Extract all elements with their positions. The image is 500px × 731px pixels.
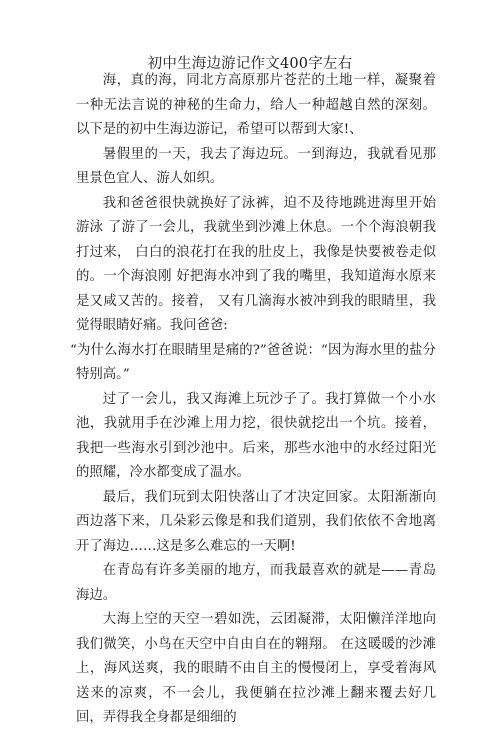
paragraph-1: 海，真的海，同北方高原那片苍茫的土地一样，凝聚着一种无法言说的神秘的生命力，给人一种超越自然的深刻。以下是的初中生海边游记，希望可以帮到大家!、 bbox=[76, 73, 436, 137]
paragraph-3: 我和爸爸很快就换好了泳裤，迫不及待地跳进海里开始游泳 了游了一会儿，我就坐到沙滩上休息。一个个海浪朝我打过来， 白白的浪花打在我的肚皮上，我像是快要被卷走似的。一个海浪刚 好把海水冲到了我的嘴里，我知道海水原来是又咸又苦的。接着， 又有几滴海水被冲到我的眼睛里，我觉得眼睛好痛。我问爸爸: bbox=[76, 195, 436, 333]
paragraph-2: 暑假里的一天，我去了海边玩。一到海边，我就看见那里景色宜人、游人如织。 bbox=[76, 146, 436, 186]
paragraph-5: 过了一会儿，我又海滩上玩沙子了。我打算做一个小水池，我就用手在沙滩上用力挖，很快就挖出一个坑。接着，我把一些海水引到沙池中。后来，那些水池中的水经过阳光的照耀，冷水都变成了温水。 bbox=[76, 391, 436, 480]
document-title: 初中生海边游记作文400字左右 bbox=[147, 56, 353, 72]
paragraph-6: 最后，我们玩到太阳快落山了才决定回家。太阳渐渐向西边落下来，几朵彩云像是和我们道别，我们依依不舍地离开了海边……这是多么难忘的一天啊! bbox=[76, 489, 436, 554]
document-body bbox=[70, 69, 436, 731]
paragraph-8: 大海上空的天空一碧如洗，云团凝滞，太阳懒洋洋地向我们微笑，小鸟在天空中自由自在的翱翔。 在这暖暖的沙滩上，海风送爽，我的眼睛不由自主的慢慢闭上，享受着海风送来的凉爽，不一会儿，我便躺在拉沙滩上翻来覆去好几回，弄得我全身都是细细的 bbox=[76, 612, 436, 725]
paragraph-4: “为什么海水打在眼睛里是痛的?”爸爸说：“因为海水里的盐分特别高。” bbox=[70, 342, 436, 382]
paragraph-7: 在青岛有许多美丽的地方，而我最喜欢的就是——青岛海边。 bbox=[76, 563, 436, 603]
